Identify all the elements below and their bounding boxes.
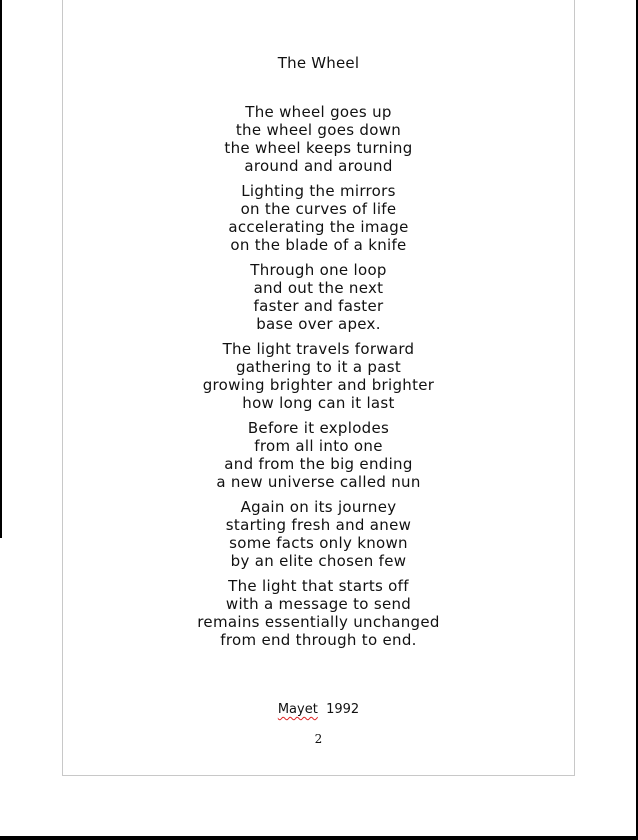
poem-line: how long can it last: [242, 394, 395, 412]
poem-line: growing brighter and brighter: [202, 376, 435, 394]
poem-line: The light that starts off: [228, 577, 409, 595]
author-name: Mayet: [277, 702, 318, 717]
poem-line: the wheel keeps turning: [224, 139, 413, 157]
poem-line: base over apex.: [256, 315, 381, 333]
poem-line: some facts only known: [229, 534, 408, 552]
poem-line: and out the next: [253, 279, 384, 297]
poem-line: around and around: [244, 157, 393, 175]
poem-year: 1992: [326, 702, 360, 717]
poem-line: from end through to end.: [220, 631, 417, 649]
poem-title: The Wheel: [277, 54, 360, 72]
poem-line: Lighting the mirrors: [241, 182, 396, 200]
poem-line: the wheel goes down: [235, 121, 402, 139]
window-edge-bottom: [0, 836, 638, 840]
poem-line: starting fresh and anew: [225, 516, 412, 534]
poem-line: Before it explodes: [247, 419, 390, 437]
author-signature: [63, 702, 574, 717]
stanza-7: [63, 577, 574, 649]
poem-line: gathering to it a past: [235, 358, 402, 376]
poem-line: on the curves of life: [240, 200, 397, 218]
page-number: 2: [314, 732, 323, 746]
poem-line: remains essentially unchanged: [197, 613, 440, 631]
poem-line: Again on its journey: [240, 498, 397, 516]
poem-line: and from the big ending: [224, 455, 413, 473]
poem-line: The light travels forward: [222, 340, 415, 358]
stanza-1: [63, 103, 574, 175]
stanza-4: [63, 340, 574, 412]
poem-line: accelerating the image: [228, 218, 409, 236]
poem-line: The wheel goes up: [245, 103, 392, 121]
poem-line: faster and faster: [253, 297, 384, 315]
stanza-6: [63, 498, 574, 570]
poem-line: Through one loop: [250, 261, 387, 279]
stanza-3: [63, 261, 574, 333]
poem-line: from all into one: [254, 437, 383, 455]
poem-body: [63, 103, 574, 656]
stanza-2: [63, 182, 574, 254]
document-page: [62, 0, 575, 776]
poem-line: by an elite chosen few: [230, 552, 407, 570]
stanza-5: [63, 419, 574, 491]
poem-line: with a message to send: [225, 595, 412, 613]
poem-line: on the blade of a knife: [230, 236, 407, 254]
poem-line: a new universe called nun: [216, 473, 421, 491]
window-edge-left: [0, 0, 2, 538]
